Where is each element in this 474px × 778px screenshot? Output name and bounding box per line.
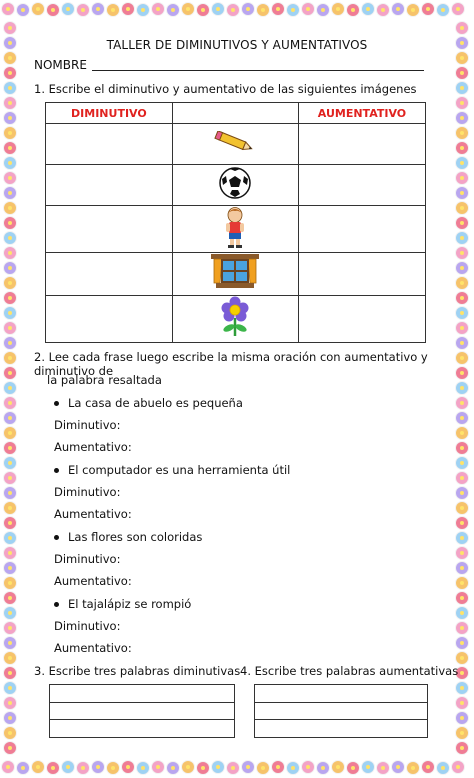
border-flower-icon xyxy=(4,457,16,469)
border-flower-icon xyxy=(152,3,164,15)
border-flower-icon xyxy=(456,67,468,79)
table-row xyxy=(46,206,426,253)
border-flower-icon xyxy=(347,762,359,774)
diminutivo-cell[interactable] xyxy=(46,253,173,296)
border-flower-icon xyxy=(437,762,449,774)
border-flower-icon xyxy=(47,4,59,16)
border-flower-icon xyxy=(152,761,164,773)
border-flower-icon xyxy=(4,637,16,649)
border-flower-icon xyxy=(392,761,404,773)
border-flower-icon xyxy=(456,277,468,289)
border-flower-icon xyxy=(4,187,16,199)
border-flower-icon xyxy=(137,4,149,16)
bullet-icon xyxy=(54,468,59,473)
border-flower-icon xyxy=(4,622,16,634)
answer-line[interactable] xyxy=(255,719,427,720)
border-flower-icon xyxy=(422,3,434,15)
page-title: TALLER DE DIMINUTIVOS Y AUMENTATIVOS xyxy=(106,38,368,52)
border-flower-icon xyxy=(4,397,16,409)
border-flower-icon xyxy=(4,247,16,259)
border-flower-icon xyxy=(437,4,449,16)
border-flower-icon xyxy=(4,532,16,544)
border-flower-icon xyxy=(456,502,468,514)
image-cell xyxy=(172,296,298,343)
border-flower-icon xyxy=(456,637,468,649)
border-flower-icon xyxy=(347,4,359,16)
border-flower-icon xyxy=(197,762,209,774)
aumentativo-label-4[interactable]: Aumentativo: xyxy=(54,641,132,655)
border-flower-icon xyxy=(302,761,314,773)
border-flower-icon xyxy=(287,4,299,16)
question-4: 4. Escribe tres palabras aumentativas xyxy=(240,664,459,678)
border-flower-icon xyxy=(107,4,119,16)
sentence-text: El tajalápiz se rompió xyxy=(68,597,192,611)
border-flower-icon xyxy=(4,262,16,274)
border-flower-icon xyxy=(17,4,29,16)
border-flower-icon xyxy=(456,622,468,634)
border-flower-icon xyxy=(32,761,44,773)
diminutivo-cell[interactable] xyxy=(46,206,173,253)
question-3: 3. Escribe tres palabras diminutivas xyxy=(34,664,241,678)
aumentativo-label-1[interactable]: Aumentativo: xyxy=(54,440,132,454)
border-flower-icon xyxy=(182,3,194,15)
aumentativo-cell[interactable] xyxy=(298,206,425,253)
border-flower-icon xyxy=(456,262,468,274)
border-flower-icon xyxy=(456,697,468,709)
pencil-icon xyxy=(213,131,257,153)
border-flower-icon xyxy=(4,517,16,529)
border-flower-icon xyxy=(4,142,16,154)
border-flower-icon xyxy=(167,762,179,774)
border-flower-icon xyxy=(4,217,16,229)
border-flower-icon xyxy=(287,762,299,774)
border-flower-icon xyxy=(456,742,468,754)
sentence-text: La casa de abuelo es pequeña xyxy=(68,396,243,410)
question-1: 1. Escribe el diminutivo y aumentativo de las siguientes imágenes xyxy=(34,82,417,96)
flower-border-bottom xyxy=(0,758,474,778)
flower-border-right xyxy=(452,20,474,758)
border-flower-icon xyxy=(302,3,314,15)
border-flower-icon xyxy=(4,562,16,574)
border-flower-icon xyxy=(62,3,74,15)
border-flower-icon xyxy=(77,762,89,774)
border-flower-icon xyxy=(456,472,468,484)
border-flower-icon xyxy=(407,4,419,16)
border-flower-icon xyxy=(4,67,16,79)
border-flower-icon xyxy=(456,727,468,739)
border-flower-icon xyxy=(456,412,468,424)
border-flower-icon xyxy=(392,3,404,15)
border-flower-icon xyxy=(377,762,389,774)
sentence-text: Las flores son coloridas xyxy=(68,530,203,544)
header-image xyxy=(172,103,298,124)
border-flower-icon xyxy=(456,82,468,94)
border-flower-icon xyxy=(456,427,468,439)
border-flower-icon xyxy=(4,352,16,364)
border-flower-icon xyxy=(407,762,419,774)
border-flower-icon xyxy=(4,652,16,664)
border-flower-icon xyxy=(272,3,284,15)
border-flower-icon xyxy=(456,712,468,724)
border-flower-icon xyxy=(167,4,179,16)
border-flower-icon xyxy=(317,762,329,774)
aumentativo-cell[interactable] xyxy=(298,253,425,296)
border-flower-icon xyxy=(4,667,16,679)
border-flower-icon xyxy=(456,142,468,154)
border-flower-icon xyxy=(456,217,468,229)
child-icon xyxy=(220,206,250,248)
image-cell xyxy=(172,165,298,206)
border-flower-icon xyxy=(4,112,16,124)
window-icon xyxy=(210,253,260,291)
border-flower-icon xyxy=(4,52,16,64)
border-flower-icon xyxy=(92,761,104,773)
answer-line[interactable] xyxy=(50,702,234,703)
border-flower-icon xyxy=(4,97,16,109)
border-flower-icon xyxy=(32,3,44,15)
border-flower-icon xyxy=(17,762,29,774)
border-flower-icon xyxy=(452,3,464,15)
border-flower-icon xyxy=(456,337,468,349)
border-flower-icon xyxy=(242,761,254,773)
border-flower-icon xyxy=(456,127,468,139)
border-flower-icon xyxy=(332,3,344,15)
aumentativo-cell[interactable] xyxy=(298,165,425,206)
border-flower-icon xyxy=(456,592,468,604)
border-flower-icon xyxy=(122,761,134,773)
diminutivo-label-1[interactable]: Diminutivo: xyxy=(54,418,121,432)
nombre-write-line[interactable] xyxy=(92,70,424,71)
border-flower-icon xyxy=(456,457,468,469)
border-flower-icon xyxy=(332,761,344,773)
border-flower-icon xyxy=(422,761,434,773)
border-flower-icon xyxy=(4,127,16,139)
border-flower-icon xyxy=(456,547,468,559)
border-flower-icon xyxy=(317,4,329,16)
border-flower-icon xyxy=(456,187,468,199)
border-flower-icon xyxy=(4,322,16,334)
border-flower-icon xyxy=(456,562,468,574)
border-flower-icon xyxy=(272,761,284,773)
border-flower-icon xyxy=(456,682,468,694)
border-flower-icon xyxy=(456,247,468,259)
border-flower-icon xyxy=(362,3,374,15)
border-flower-icon xyxy=(4,577,16,589)
border-flower-icon xyxy=(4,742,16,754)
border-flower-icon xyxy=(4,712,16,724)
flower-border-left xyxy=(0,20,22,758)
bullet-icon xyxy=(54,602,59,607)
sentence-4 xyxy=(54,597,191,611)
border-flower-icon xyxy=(4,292,16,304)
border-flower-icon xyxy=(4,727,16,739)
border-flower-icon xyxy=(107,762,119,774)
answer-line[interactable] xyxy=(50,719,234,720)
border-flower-icon xyxy=(242,3,254,15)
table-row xyxy=(46,296,426,343)
diminutivo-cell[interactable] xyxy=(46,124,173,165)
border-flower-icon xyxy=(92,3,104,15)
border-flower-icon xyxy=(257,762,269,774)
border-flower-icon xyxy=(456,652,468,664)
sentence-1 xyxy=(54,396,243,410)
bullet-icon xyxy=(54,401,59,406)
sentence-2 xyxy=(54,463,290,477)
border-flower-icon xyxy=(137,762,149,774)
border-flower-icon xyxy=(4,367,16,379)
sentence-3 xyxy=(54,530,202,544)
border-flower-icon xyxy=(456,292,468,304)
diminutivo-label-4[interactable]: Diminutivo: xyxy=(54,619,121,633)
border-flower-icon xyxy=(377,4,389,16)
border-flower-icon xyxy=(4,547,16,559)
border-flower-icon xyxy=(4,412,16,424)
diminutivo-cell[interactable] xyxy=(46,296,173,343)
bullet-icon xyxy=(54,535,59,540)
border-flower-icon xyxy=(4,442,16,454)
border-flower-icon xyxy=(456,172,468,184)
border-flower-icon xyxy=(4,82,16,94)
image-cell xyxy=(172,206,298,253)
border-flower-icon xyxy=(456,442,468,454)
border-flower-icon xyxy=(2,761,14,773)
border-flower-icon xyxy=(47,762,59,774)
border-flower-icon xyxy=(4,502,16,514)
question-2-cont: la palabra resaltada xyxy=(47,373,162,387)
border-flower-icon xyxy=(122,3,134,15)
flower-border-top xyxy=(0,0,474,20)
border-flower-icon xyxy=(362,761,374,773)
border-flower-icon xyxy=(456,202,468,214)
border-flower-icon xyxy=(212,761,224,773)
flower-icon xyxy=(219,296,251,338)
border-flower-icon xyxy=(212,3,224,15)
border-flower-icon xyxy=(456,22,468,34)
border-flower-icon xyxy=(4,22,16,34)
border-flower-icon xyxy=(182,761,194,773)
table-row xyxy=(46,165,426,206)
image-cell xyxy=(172,124,298,165)
border-flower-icon xyxy=(4,427,16,439)
border-flower-icon xyxy=(4,172,16,184)
border-flower-icon xyxy=(4,592,16,604)
border-flower-icon xyxy=(456,577,468,589)
aumentativo-label-3[interactable]: Aumentativo: xyxy=(54,574,132,588)
border-flower-icon xyxy=(62,761,74,773)
border-flower-icon xyxy=(77,4,89,16)
question-2: 2. Lee cada frase luego escribe la misma oración con aumentativo y diminutivo de xyxy=(34,350,428,378)
border-flower-icon xyxy=(456,397,468,409)
aumentativo-label-2[interactable]: Aumentativo: xyxy=(54,507,132,521)
header-aumentativo: AUMENTATIVO xyxy=(298,103,425,124)
aumentativo-cell[interactable] xyxy=(298,124,425,165)
border-flower-icon xyxy=(452,761,464,773)
border-flower-icon xyxy=(4,382,16,394)
border-flower-icon xyxy=(4,472,16,484)
diminutivas-answer-box[interactable] xyxy=(49,684,235,738)
border-flower-icon xyxy=(4,682,16,694)
border-flower-icon xyxy=(456,97,468,109)
border-flower-icon xyxy=(456,532,468,544)
aumentativo-cell[interactable] xyxy=(298,296,425,343)
border-flower-icon xyxy=(456,52,468,64)
table-row xyxy=(46,124,426,165)
border-flower-icon xyxy=(257,4,269,16)
table-row xyxy=(46,253,426,296)
answer-line[interactable] xyxy=(255,702,427,703)
border-flower-icon xyxy=(456,322,468,334)
nombre-label: NOMBRE xyxy=(34,58,87,72)
diminutivo-label-2[interactable]: Diminutivo: xyxy=(54,485,121,499)
border-flower-icon xyxy=(2,3,14,15)
border-flower-icon xyxy=(4,157,16,169)
border-flower-icon xyxy=(456,382,468,394)
border-flower-icon xyxy=(227,762,239,774)
aumentativas-answer-box[interactable] xyxy=(254,684,428,738)
sentence-text: El computador es una herramienta útil xyxy=(68,463,291,477)
border-flower-icon xyxy=(227,4,239,16)
border-flower-icon xyxy=(456,112,468,124)
border-flower-icon xyxy=(4,232,16,244)
nombre-row xyxy=(34,58,424,74)
border-flower-icon xyxy=(4,202,16,214)
border-flower-icon xyxy=(456,607,468,619)
border-flower-icon xyxy=(197,4,209,16)
border-flower-icon xyxy=(456,232,468,244)
diminutivo-label-3[interactable]: Diminutivo: xyxy=(54,552,121,566)
soccer-ball-icon xyxy=(218,166,252,200)
border-flower-icon xyxy=(4,307,16,319)
border-flower-icon xyxy=(456,157,468,169)
border-flower-icon xyxy=(4,277,16,289)
border-flower-icon xyxy=(4,607,16,619)
border-flower-icon xyxy=(4,337,16,349)
border-flower-icon xyxy=(456,487,468,499)
border-flower-icon xyxy=(456,307,468,319)
border-flower-icon xyxy=(456,517,468,529)
header-diminutivo: DIMINUTIVO xyxy=(46,103,173,124)
image-table xyxy=(45,102,426,343)
image-cell xyxy=(172,253,298,296)
diminutivo-cell[interactable] xyxy=(46,165,173,206)
border-flower-icon xyxy=(4,487,16,499)
border-flower-icon xyxy=(4,697,16,709)
